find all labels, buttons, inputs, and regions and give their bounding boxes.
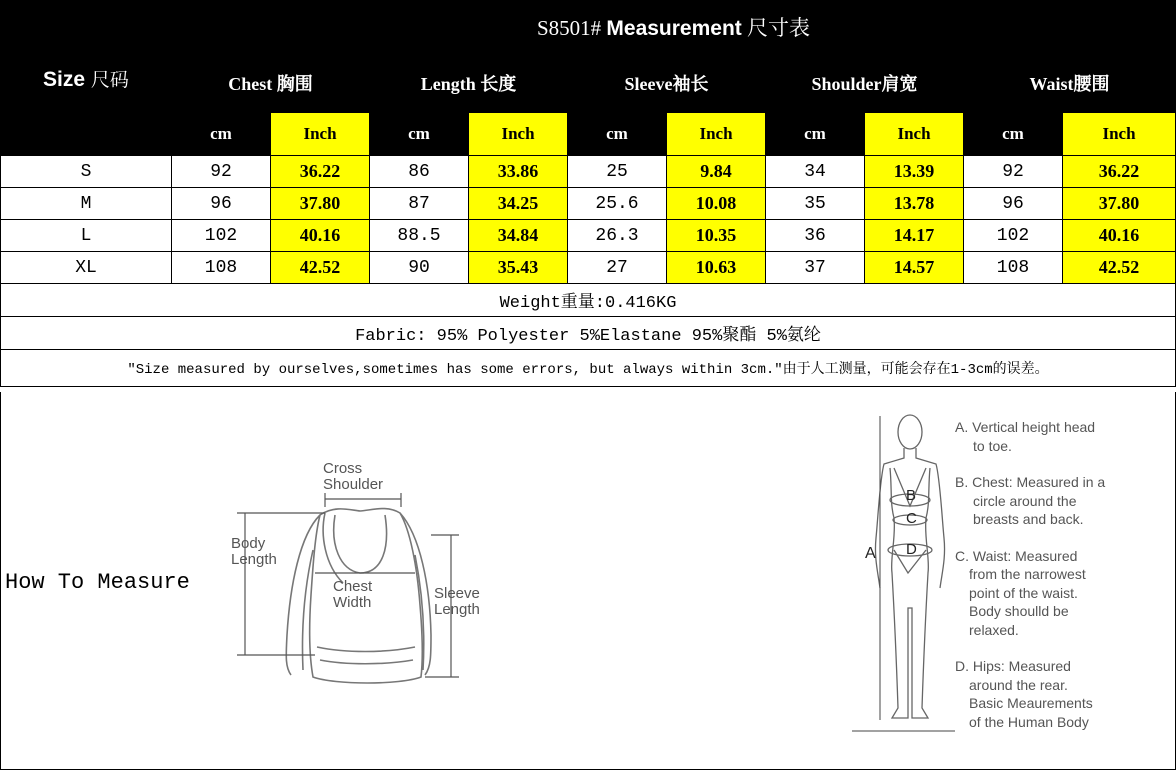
unit-cm: cm bbox=[370, 113, 469, 156]
chart-title bbox=[172, 1, 1176, 54]
cm-value: 92 bbox=[172, 156, 271, 188]
cross-shoulder-line-1: Cross bbox=[323, 460, 363, 477]
legend-d-line-1: D. Hips: Measured bbox=[955, 658, 1071, 674]
group-chest: Chest 胸围 bbox=[172, 54, 370, 113]
inch-value: 40.16 bbox=[271, 220, 370, 252]
sleeve-length-label bbox=[434, 586, 480, 618]
title-bold: Measurement bbox=[606, 17, 742, 40]
group-waist: Waist腰围 bbox=[964, 54, 1176, 113]
inch-value: 36.22 bbox=[271, 156, 370, 188]
measurement-note: "Size measured by ourselves,sometimes has some errors, but always within 3cm."由于人工测量，可能会存在1-3cm的误差。 bbox=[1, 350, 1176, 387]
sleeve-length-line-1: Sleeve bbox=[434, 585, 480, 602]
cm-value: 102 bbox=[172, 220, 271, 252]
inch-value: 34.84 bbox=[469, 220, 568, 252]
inch-value: 33.86 bbox=[469, 156, 568, 188]
legend-item-d bbox=[955, 657, 1165, 731]
chest-width-line-2: Width bbox=[333, 594, 372, 611]
group-sleeve: Sleeve袖长 bbox=[568, 54, 766, 113]
inch-value: 10.35 bbox=[667, 220, 766, 252]
cm-value: 27 bbox=[568, 252, 667, 284]
cm-value: 37 bbox=[766, 252, 865, 284]
cm-value: 34 bbox=[766, 156, 865, 188]
legend-item-a bbox=[955, 418, 1165, 455]
size-header-cn: 尺码 bbox=[90, 68, 129, 91]
table-row bbox=[1, 156, 1176, 188]
unit-cm: cm bbox=[766, 113, 865, 156]
cm-value: 88.5 bbox=[370, 220, 469, 252]
body-length-line-1: Body bbox=[231, 535, 266, 552]
legend-d-line-3: Basic Meaurements bbox=[969, 695, 1093, 711]
legend-a-line-1: A. Vertical height head bbox=[955, 419, 1096, 435]
unit-cm: cm bbox=[172, 113, 271, 156]
size-header-en: Size bbox=[43, 67, 86, 91]
inch-value: 34.25 bbox=[469, 188, 568, 220]
title-code: S8501# bbox=[536, 16, 602, 40]
inch-value: 10.63 bbox=[667, 252, 766, 284]
legend-a-line-2: to toe. bbox=[973, 437, 1012, 454]
inch-value: 10.08 bbox=[667, 188, 766, 220]
size-label: XL bbox=[1, 252, 172, 284]
cm-value: 25 bbox=[568, 156, 667, 188]
inch-value: 37.80 bbox=[1063, 188, 1176, 220]
inch-value: 35.43 bbox=[469, 252, 568, 284]
human-body-diagram bbox=[850, 408, 955, 738]
cm-value: 25.6 bbox=[568, 188, 667, 220]
cross-shoulder-line-2: Shoulder bbox=[323, 476, 384, 493]
legend-c-line-5: relaxed. bbox=[969, 621, 1019, 638]
how-to-measure-label: How To Measure bbox=[5, 570, 190, 595]
legend-c-line-3: point of the waist. bbox=[969, 584, 1078, 601]
legend-b-line-1: B. Chest: Measured in a bbox=[955, 474, 1106, 490]
cm-value: 36 bbox=[766, 220, 865, 252]
cm-value: 90 bbox=[370, 252, 469, 284]
legend-item-c bbox=[955, 547, 1165, 640]
table-row bbox=[1, 252, 1176, 284]
legend-c-line-1: C. Waist: Measured bbox=[955, 547, 1078, 564]
unit-inch: Inch bbox=[271, 113, 370, 156]
cm-value: 96 bbox=[172, 188, 271, 220]
legend-c-line-4: Body shoulld be bbox=[969, 603, 1069, 619]
cross-shoulder-label bbox=[323, 461, 383, 493]
cm-value: 35 bbox=[766, 188, 865, 220]
size-label: M bbox=[1, 188, 172, 220]
sleeve-length-line-2: Length bbox=[434, 601, 480, 618]
size-column-header bbox=[1, 1, 172, 156]
inch-value: 13.78 bbox=[865, 188, 964, 220]
legend-d-line-4: of the Human Body bbox=[969, 713, 1089, 730]
table-row bbox=[1, 220, 1176, 252]
body-length-label bbox=[231, 536, 277, 568]
unit-cm: cm bbox=[964, 113, 1063, 156]
cm-value: 86 bbox=[370, 156, 469, 188]
unit-inch: Inch bbox=[469, 113, 568, 156]
unit-inch: Inch bbox=[667, 113, 766, 156]
chest-width-line-1: Chest bbox=[333, 578, 373, 595]
size-label: S bbox=[1, 156, 172, 188]
table-row bbox=[1, 188, 1176, 220]
title-cn: 尺寸表 bbox=[747, 16, 811, 40]
cm-value: 92 bbox=[964, 156, 1063, 188]
inch-value: 13.39 bbox=[865, 156, 964, 188]
cm-value: 96 bbox=[964, 188, 1063, 220]
cm-value: 87 bbox=[370, 188, 469, 220]
inch-value: 14.17 bbox=[865, 220, 964, 252]
legend-b-line-2: circle around the bbox=[973, 492, 1077, 509]
body-label-a: A bbox=[865, 545, 876, 562]
fabric-info: Fabric: 95% Polyester 5%Elastane 95%聚酯 5%氨纶 bbox=[1, 317, 1176, 350]
body-label-d: D bbox=[906, 541, 917, 558]
cm-value: 102 bbox=[964, 220, 1063, 252]
measurement-legend bbox=[955, 418, 1165, 749]
inch-value: 9.84 bbox=[667, 156, 766, 188]
body-label-b: B bbox=[906, 487, 917, 504]
cm-value: 108 bbox=[964, 252, 1063, 284]
unit-inch: Inch bbox=[865, 113, 964, 156]
cm-value: 26.3 bbox=[568, 220, 667, 252]
group-length: Length 长度 bbox=[370, 54, 568, 113]
weight-info: Weight重量:0.416KG bbox=[1, 284, 1176, 317]
inch-value: 14.57 bbox=[865, 252, 964, 284]
size-label: L bbox=[1, 220, 172, 252]
body-label-c: C bbox=[906, 510, 917, 527]
inch-value: 40.16 bbox=[1063, 220, 1176, 252]
inch-value: 36.22 bbox=[1063, 156, 1176, 188]
group-shoulder: Shoulder肩宽 bbox=[766, 54, 964, 113]
unit-inch: Inch bbox=[1063, 113, 1176, 156]
legend-item-b bbox=[955, 473, 1165, 529]
chest-width-label bbox=[333, 579, 372, 611]
inch-value: 42.52 bbox=[271, 252, 370, 284]
inch-value: 37.80 bbox=[271, 188, 370, 220]
legend-c-line-2: from the narrowest bbox=[969, 566, 1086, 582]
unit-cm: cm bbox=[568, 113, 667, 156]
body-length-line-2: Length bbox=[231, 551, 277, 568]
legend-b-line-3: breasts and back. bbox=[973, 511, 1084, 527]
legend-d-line-2: around the rear. bbox=[969, 676, 1068, 693]
cm-value: 108 bbox=[172, 252, 271, 284]
inch-value: 42.52 bbox=[1063, 252, 1176, 284]
